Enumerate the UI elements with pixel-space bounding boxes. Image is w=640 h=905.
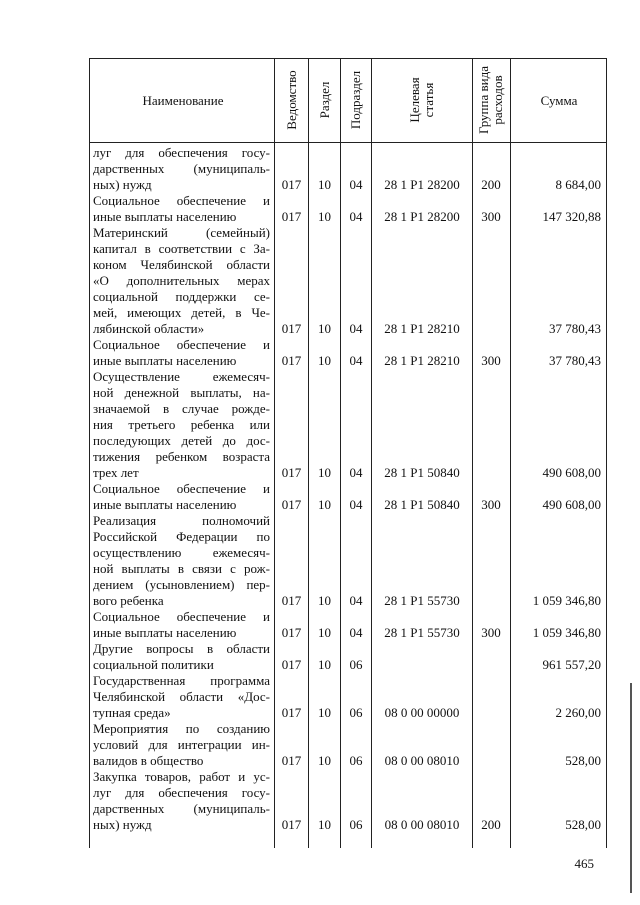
cell-celevaya: 28 1 Р1 50840: [384, 465, 460, 480]
cell-vedomstvo: 017: [281, 321, 302, 336]
header-vedomstvo: Ведомство: [284, 70, 299, 130]
cell-celevaya: 08 0 00 08010: [384, 753, 460, 768]
row-name-line: Челябинской области «Дос-: [93, 689, 270, 704]
cell-razdel: 10: [318, 593, 331, 608]
cell-gruppa: 300: [481, 209, 501, 224]
cell-celevaya: 28 1 Р1 28200: [384, 177, 460, 192]
row-name-line: вого ребенка: [93, 593, 164, 608]
cell-vedomstvo: 017: [281, 753, 302, 768]
row-name-line: Мероприятия по созданию: [93, 721, 270, 736]
table-border-left: [89, 58, 90, 848]
cell-celevaya: 28 1 Р1 50840: [384, 497, 460, 512]
column-divider: [510, 58, 511, 848]
cell-gruppa: 300: [481, 625, 501, 640]
cell-celevaya: 28 1 Р1 28210: [384, 321, 460, 336]
cell-razdel: 10: [318, 321, 331, 336]
cell-razdel: 10: [318, 497, 331, 512]
cell-razdel: 10: [318, 353, 331, 368]
cell-razdel: 10: [318, 705, 331, 720]
cell-podrazdel: 04: [349, 593, 363, 608]
header-name: Наименование: [142, 92, 224, 108]
cell-podrazdel: 04: [349, 209, 363, 224]
page-number: 465: [574, 856, 594, 871]
cell-summa: 37 780,43: [549, 353, 601, 368]
header-podrazdel: Подраздел: [348, 70, 363, 130]
row-name-line: иные выплаты населению: [93, 353, 237, 368]
cell-razdel: 10: [318, 657, 331, 672]
cell-summa: 528,00: [565, 817, 601, 832]
cell-vedomstvo: 017: [281, 353, 302, 368]
cell-razdel: 10: [318, 817, 331, 832]
row-name-line: дарственных (муниципаль-: [93, 161, 270, 176]
cell-gruppa: 200: [481, 817, 501, 832]
row-name-line: Закупка товаров, работ и ус-: [93, 769, 270, 784]
cell-podrazdel: 04: [349, 177, 363, 192]
cell-vedomstvo: 017: [281, 817, 302, 832]
row-name-line: ных) нужд: [93, 177, 152, 192]
row-name-line: иные выплаты населению: [93, 497, 237, 512]
cell-summa: 961 557,20: [542, 657, 601, 672]
cell-celevaya: 28 1 Р1 28210: [384, 353, 460, 368]
cell-summa: 490 608,00: [542, 497, 601, 512]
cell-podrazdel: 04: [349, 321, 363, 336]
cell-podrazdel: 04: [349, 353, 363, 368]
cell-razdel: 10: [318, 177, 331, 192]
cell-summa: 490 608,00: [542, 465, 601, 480]
cell-podrazdel: 04: [349, 497, 363, 512]
cell-podrazdel: 04: [349, 465, 363, 480]
row-name-line: Осуществление ежемесяч-: [93, 369, 270, 384]
row-name-line: осуществлению ежемесяч-: [93, 545, 270, 560]
row-name-line: тупная среда»: [93, 705, 171, 720]
cell-vedomstvo: 017: [281, 465, 302, 480]
cell-gruppa: 300: [481, 353, 501, 368]
row-name-line: тижения ребенком возраста: [93, 449, 270, 464]
row-name-line: иные выплаты населению: [93, 209, 237, 224]
row-name-line: луг для обеспечения госу-: [93, 785, 270, 800]
cell-vedomstvo: 017: [281, 209, 302, 224]
row-name-line: коном Челябинской области: [93, 257, 270, 272]
cell-razdel: 10: [318, 465, 331, 480]
cell-celevaya: 28 1 Р1 28200: [384, 209, 460, 224]
cell-gruppa: 200: [481, 177, 501, 192]
header-celevaya-line2: статья: [421, 82, 436, 118]
cell-summa: 8 684,00: [555, 177, 601, 192]
row-name-line: «О дополнительных мерах: [93, 273, 270, 288]
cell-vedomstvo: 017: [281, 657, 302, 672]
row-name-line: Социальное обеспечение и: [93, 337, 270, 352]
row-name-line: условий для интеграции ин-: [93, 737, 270, 752]
row-name-line: социальной политики: [93, 657, 214, 672]
row-name-line: дарственных (муниципаль-: [93, 801, 270, 816]
scan-edge-mark: [630, 683, 632, 893]
row-name-line: капитал в соответствии с За-: [93, 241, 270, 256]
cell-celevaya: 28 1 Р1 55730: [384, 593, 460, 608]
cell-podrazdel: 06: [349, 705, 363, 720]
cell-razdel: 10: [318, 753, 331, 768]
header-razdel: Раздел: [317, 81, 332, 119]
row-name-line: Социальное обеспечение и: [93, 481, 270, 496]
cell-summa: 37 780,43: [549, 321, 601, 336]
row-name-line: Социальное обеспечение и: [93, 193, 270, 208]
row-name-line: дением (усыновлением) пер-: [93, 577, 270, 592]
cell-podrazdel: 06: [349, 817, 363, 832]
cell-vedomstvo: 017: [281, 497, 302, 512]
row-name-line: иные выплаты населению: [93, 625, 237, 640]
row-name-line: лябинской области»: [93, 321, 205, 336]
cell-podrazdel: 04: [349, 625, 363, 640]
cell-vedomstvo: 017: [281, 705, 302, 720]
cell-razdel: 10: [318, 209, 331, 224]
cell-summa: 528,00: [565, 753, 601, 768]
row-name-line: значаемой в случае рожде-: [93, 401, 270, 416]
header-summa: Сумма: [540, 92, 578, 108]
cell-podrazdel: 06: [349, 657, 363, 672]
row-name-line: Реализация полномочий: [93, 513, 270, 528]
row-name-line: ной выплаты в связи с рож-: [93, 561, 270, 576]
cell-summa: 2 260,00: [555, 705, 601, 720]
row-name-line: ния третьего ребенка или: [93, 417, 270, 432]
row-name-line: луг для обеспечения госу-: [93, 145, 270, 160]
cell-razdel: 10: [318, 625, 331, 640]
cell-vedomstvo: 017: [281, 625, 302, 640]
cell-vedomstvo: 017: [281, 177, 302, 192]
cell-summa: 1 059 346,80: [532, 593, 601, 608]
row-name-line: ной денежной выплаты, на-: [93, 385, 270, 400]
row-name-line: валидов в общество: [93, 753, 204, 768]
header-celevaya: [408, 77, 436, 122]
row-name-line: социальной поддержки се-: [93, 289, 270, 304]
cell-podrazdel: 06: [349, 753, 363, 768]
row-name-line: Российской Федерации по: [93, 529, 270, 544]
cell-celevaya: 28 1 Р1 55730: [384, 625, 460, 640]
table-border-right: [606, 58, 607, 848]
header-celevaya-line1: Целевая: [407, 77, 422, 123]
row-name-line: ных) нужд: [93, 817, 152, 832]
header-gruppa-line2: расходов: [490, 75, 505, 125]
cell-gruppa: 300: [481, 497, 501, 512]
cell-celevaya: 08 0 00 08010: [384, 817, 460, 832]
header-gruppa: [477, 66, 505, 134]
row-name-line: Материнский (семейный): [93, 225, 270, 240]
row-name-line: Социальное обеспечение и: [93, 609, 270, 624]
row-name-line: трех лет: [93, 465, 139, 480]
cell-summa: 1 059 346,80: [532, 625, 601, 640]
row-name-line: Другие вопросы в области: [93, 641, 270, 656]
header-gruppa-line1: Группа вида: [476, 66, 491, 134]
row-name-line: Государственная программа: [93, 673, 270, 688]
row-name-line: последующих детей до дос-: [93, 433, 270, 448]
row-name-line: мей, имеющих детей, в Че-: [93, 305, 270, 320]
cell-celevaya: 08 0 00 00000: [384, 705, 460, 720]
cell-summa: 147 320,88: [542, 209, 601, 224]
cell-vedomstvo: 017: [281, 593, 302, 608]
